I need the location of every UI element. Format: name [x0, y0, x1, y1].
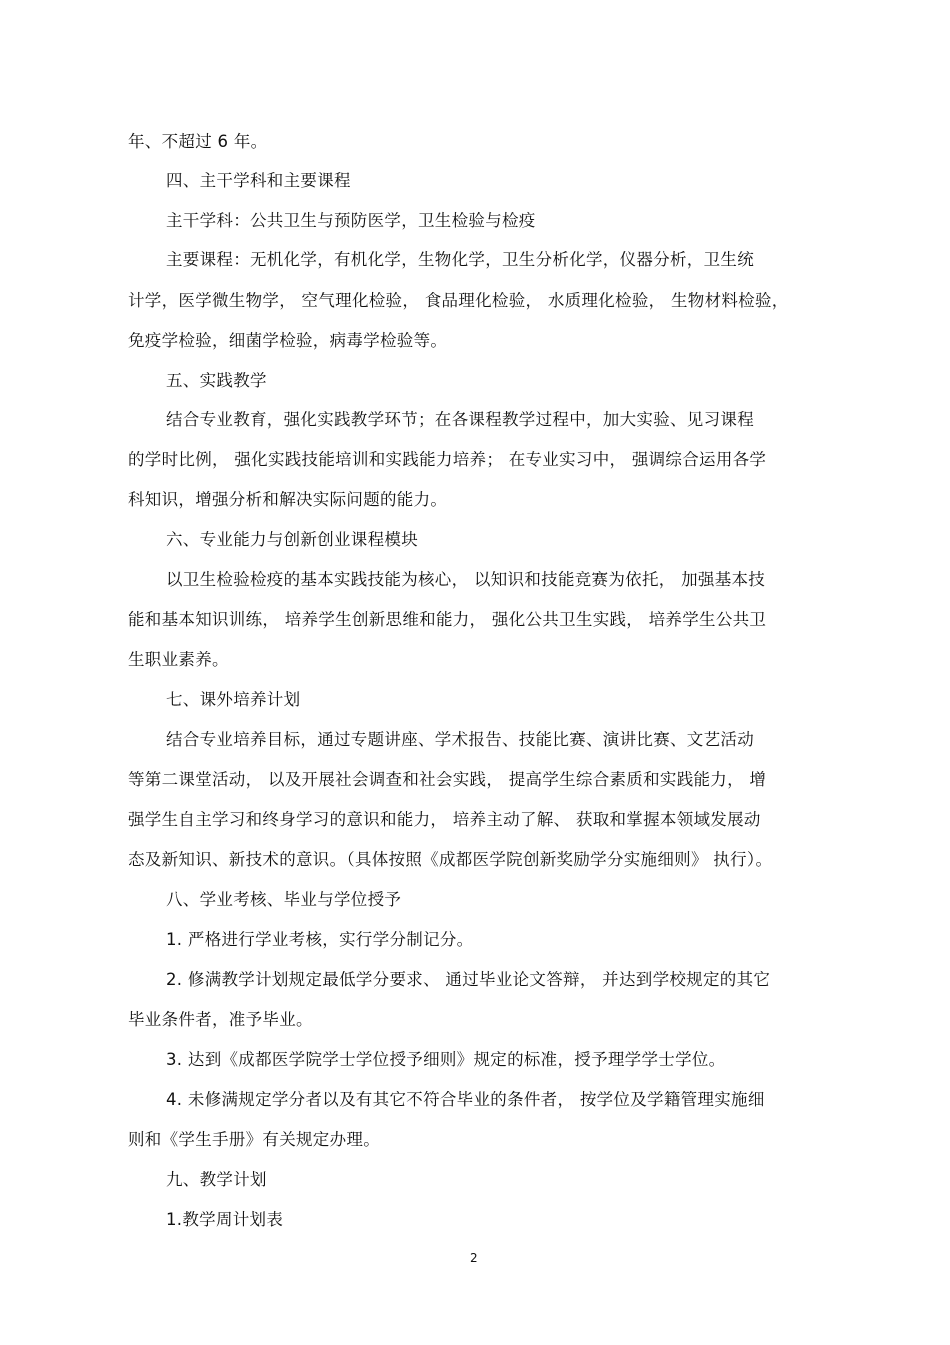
text-line: 毕业条件者，准予毕业。	[128, 1010, 313, 1029]
section-heading: 九、教学计划	[166, 1170, 267, 1189]
text-line: 则和《学生手册》有关规定办理。	[128, 1130, 380, 1149]
text-line: 强学生自主学习和终身学习的意识和能力， 培养主动了解、 获取和掌握本领域发展动	[128, 810, 761, 829]
text-line: 生职业素养。	[128, 650, 229, 669]
text-line: 计学，医学微生物学， 空气理化检验， 食品理化检验， 水质理化检验， 生物材料检验，	[128, 291, 789, 310]
list-item: 1. 严格进行学业考核，实行学分制记分。	[166, 930, 474, 949]
text-line: 免疫学检验，细菌学检验，病毒学检验等。	[128, 331, 448, 350]
text-line: 以卫生检验检疫的基本实践技能为核心， 以知识和技能竞赛为依托， 加强基本技	[166, 570, 766, 589]
text-line: 结合专业教育，强化实践教学环节；在各课程教学过程中，加大实验、见习课程	[166, 410, 754, 429]
list-item: 3. 达到《成都医学院学士学位授予细则》规定的标准，授予理学学士学位。	[166, 1050, 726, 1069]
section-heading: 八、学业考核、毕业与学位授予	[166, 890, 402, 909]
subsection-heading: 1.教学周计划表	[166, 1210, 284, 1229]
text-line: 的学时比例， 强化实践技能培训和实践能力培养； 在专业实习中， 强调综合运用各学	[128, 450, 767, 469]
text-line: 结合专业培养目标，通过专题讲座、学术报告、技能比赛、演讲比赛、文艺活动	[166, 730, 754, 749]
text-line: 主要课程：无机化学，有机化学，生物化学，卫生分析化学，仪器分析，卫生统	[166, 250, 754, 269]
section-heading: 五、实践教学	[166, 371, 267, 390]
page-number: 2	[470, 1251, 478, 1265]
list-item: 4. 未修满规定学分者以及有其它不符合毕业的条件者， 按学位及学籍管理实施细	[166, 1090, 765, 1109]
text-line: 等第二课堂活动， 以及开展社会调查和社会实践， 提高学生综合素质和实践能力， 增	[128, 770, 767, 789]
text-line: 科知识，增强分析和解决实际问题的能力。	[128, 490, 448, 509]
text-line: 年、不超过 6 年。	[128, 132, 268, 151]
text-line: 主干学科：公共卫生与预防医学，卫生检验与检疫	[166, 211, 536, 230]
text-line: 能和基本知识训练， 培养学生创新思维和能力， 强化公共卫生实践， 培养学生公共卫	[128, 610, 767, 629]
section-heading: 六、专业能力与创新创业课程模块	[166, 530, 418, 549]
section-heading: 四、主干学科和主要课程	[166, 171, 351, 190]
list-item: 2. 修满教学计划规定最低学分要求、 通过毕业论文答辩， 并达到学校规定的其它	[166, 970, 771, 989]
section-heading: 七、课外培养计划	[166, 690, 301, 709]
text-line: 态及新知识、新技术的意识。（具体按照《成都医学院创新奖励学分实施细则》 执行）。	[128, 850, 773, 869]
